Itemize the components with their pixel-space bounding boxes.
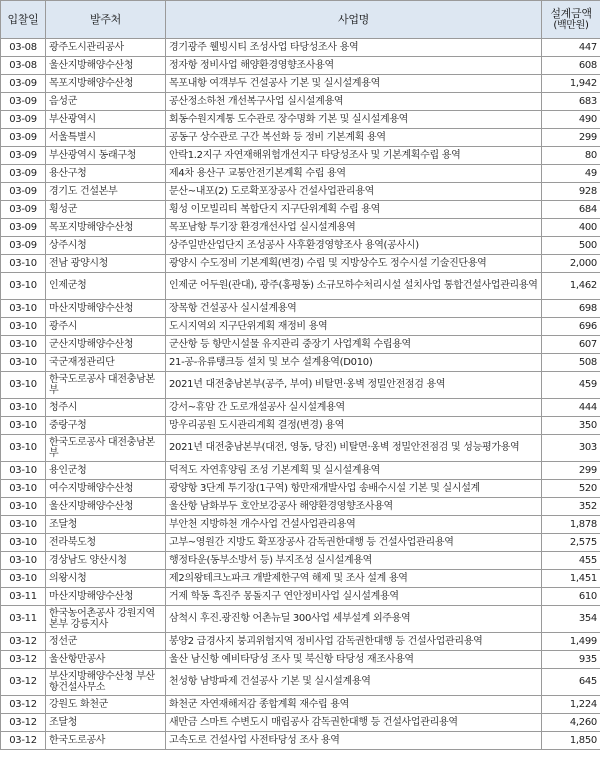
amount-cell: 1,451 [542,570,600,588]
amount-cell: 696 [542,318,600,336]
date-cell: 03-08 [1,39,46,57]
date-cell: 03-09 [1,147,46,165]
table-row [1,57,600,75]
table-row [1,273,600,300]
amount-cell: 607 [542,336,600,354]
table-row [1,300,600,318]
org-cell: 중랑구청 [46,417,166,435]
table-row [1,696,600,714]
project-cell: 상주일반산업단지 조성공사 사후환경영향조사 용역(공사시) [166,237,542,255]
table-row [1,633,600,651]
table-row [1,480,600,498]
table-row [1,75,600,93]
amount-cell: 698 [542,300,600,318]
date-cell: 03-10 [1,417,46,435]
org-cell: 청주시 [46,399,166,417]
date-cell: 03-11 [1,588,46,606]
table-row [1,498,600,516]
table-row [1,93,600,111]
org-cell: 울산지방해양수산청 [46,57,166,75]
date-cell: 03-09 [1,75,46,93]
table-row [1,237,600,255]
amount-cell: 1,462 [542,273,600,300]
amount-cell: 610 [542,588,600,606]
amount-cell: 455 [542,552,600,570]
org-cell: 상주시청 [46,237,166,255]
org-cell: 경기도 건설본부 [46,183,166,201]
date-cell: 03-10 [1,318,46,336]
org-cell: 광주도시관리공사 [46,39,166,57]
project-cell: 회동수원지계통 도수관로 장수명화 기본 및 실시설계용역 [166,111,542,129]
project-cell: 장목항 건설공사 실시설계용역 [166,300,542,318]
table-row [1,372,600,399]
project-cell: 화천군 자연재해저감 종합계획 재수립 용역 [166,696,542,714]
project-cell: 도시지역외 지구단위계획 재정비 용역 [166,318,542,336]
amount-cell: 2,000 [542,255,600,273]
amount-cell: 49 [542,165,600,183]
amount-cell: 935 [542,651,600,669]
org-cell: 전남 광양시청 [46,255,166,273]
amount-cell: 928 [542,183,600,201]
amount-cell: 299 [542,462,600,480]
table-row [1,399,600,417]
date-cell: 03-08 [1,57,46,75]
table-row [1,552,600,570]
org-cell: 부산광역시 [46,111,166,129]
date-cell: 03-10 [1,516,46,534]
date-cell: 03-10 [1,399,46,417]
date-cell: 03-10 [1,462,46,480]
org-cell: 국군재정관리단 [46,354,166,372]
org-cell: 부산지방해양수산청 부산항건설사무소 [46,669,166,696]
org-cell: 마산지방해양수산청 [46,300,166,318]
date-cell: 03-09 [1,129,46,147]
amount-cell: 1,850 [542,732,600,750]
table-row [1,165,600,183]
project-cell: 천성항 남방파제 건설공사 기본 및 실시설계용역 [166,669,542,696]
org-cell: 조달청 [46,714,166,732]
table-row [1,111,600,129]
table-row [1,318,600,336]
amount-cell: 645 [542,669,600,696]
table-row [1,651,600,669]
org-cell: 한국도로공사 대전충남본부 [46,435,166,462]
date-cell: 03-10 [1,372,46,399]
table-row [1,462,600,480]
amount-cell: 444 [542,399,600,417]
project-cell: 행정타운(동부소방서 등) 부지조성 실시설계용역 [166,552,542,570]
amount-cell: 1,224 [542,696,600,714]
table-row [1,732,600,750]
date-cell: 03-10 [1,534,46,552]
project-cell: 제4차 용산구 교통안전기본계획 수립 용역 [166,165,542,183]
project-cell: 군산항 등 항만시설물 유지관리 중장기 사업계획 수립용역 [166,336,542,354]
project-cell: 삼척시 후진.광진항 어촌뉴딜 300사업 세부설계 외주용역 [166,606,542,633]
org-cell: 목포지방해양수산청 [46,219,166,237]
project-cell: 횡성 이모빌리티 복합단지 지구단위계획 수립 용역 [166,201,542,219]
project-cell: 새만금 스마트 수변도시 매립공사 감독권한대행 등 건설사업관리용역 [166,714,542,732]
org-cell: 부산광역시 동래구청 [46,147,166,165]
amount-cell: 303 [542,435,600,462]
date-cell: 03-10 [1,273,46,300]
project-cell: 안락1.2지구 자연재해위험개선지구 타당성조사 및 기본계획수립 용역 [166,147,542,165]
amount-cell: 1,499 [542,633,600,651]
org-cell: 음성군 [46,93,166,111]
project-cell: 고속도로 건설사업 사전타당성 조사 용역 [166,732,542,750]
date-cell: 03-10 [1,552,46,570]
date-cell: 03-09 [1,219,46,237]
header-date: 입찰일 [1,1,46,39]
date-cell: 03-12 [1,714,46,732]
date-cell: 03-09 [1,111,46,129]
org-cell: 군산지방해양수산청 [46,336,166,354]
amount-cell: 80 [542,147,600,165]
table-row [1,201,600,219]
amount-cell: 608 [542,57,600,75]
org-cell: 울산항만공사 [46,651,166,669]
date-cell: 03-09 [1,201,46,219]
project-cell: 공동구 상수관로 구간 복선화 등 정비 기본계획 용역 [166,129,542,147]
header-org: 발주처 [46,1,166,39]
amount-cell: 500 [542,237,600,255]
date-cell: 03-10 [1,354,46,372]
project-cell: 2021년 대전충남본부(대전, 영동, 당진) 비탈면·옹벽 정밀안전점검 및 성능평가용역 [166,435,542,462]
table-row [1,714,600,732]
table-row [1,255,600,273]
project-cell: 덕적도 자연휴양림 조성 기본계획 및 실시설계용역 [166,462,542,480]
project-cell: 봉양2 급경사지 붕괴위험지역 정비사업 감독권한대행 등 건설사업관리용역 [166,633,542,651]
date-cell: 03-09 [1,237,46,255]
amount-cell: 684 [542,201,600,219]
amount-cell: 447 [542,39,600,57]
table-row [1,516,600,534]
org-cell: 정선군 [46,633,166,651]
org-cell: 한국도로공사 대전충남본부 [46,372,166,399]
amount-cell: 490 [542,111,600,129]
table-body [1,39,600,750]
header-amount [542,1,600,39]
date-cell: 03-10 [1,498,46,516]
date-cell: 03-10 [1,435,46,462]
header-amount-line2: (백만원) [553,19,589,31]
org-cell: 광주시 [46,318,166,336]
project-cell: 거제 학동 흑진주 몽돌지구 연안정비사업 실시설계용역 [166,588,542,606]
org-cell: 의왕시청 [46,570,166,588]
org-cell: 조달청 [46,516,166,534]
table-row [1,570,600,588]
project-cell: 정자항 정비사업 해양환경영향조사용역 [166,57,542,75]
project-cell: 제2의왕테크노파크 개발제한구역 해제 및 조사 설계 용역 [166,570,542,588]
table-row [1,39,600,57]
org-cell: 울산지방해양수산청 [46,498,166,516]
table-row [1,147,600,165]
header-row [1,1,600,39]
org-cell: 전라북도청 [46,534,166,552]
amount-cell: 400 [542,219,600,237]
project-cell: 인제군 어두원(관대), 광주(홍평동) 소규모하수처리시설 설치사업 통합건설사업관리용역 [166,273,542,300]
table-row [1,669,600,696]
project-cell: 문산~내포(2) 도로확포장공사 건설사업관리용역 [166,183,542,201]
table-row [1,336,600,354]
org-cell: 용인군청 [46,462,166,480]
amount-cell: 508 [542,354,600,372]
table-row [1,183,600,201]
amount-cell: 459 [542,372,600,399]
project-cell: 광양시 수도정비 기본계획(변경) 수립 및 지방상수도 정수시설 기술진단용역 [166,255,542,273]
project-cell: 목포내항 여객부두 건설공사 기본 및 실시설계용역 [166,75,542,93]
project-cell: 광양항 3단계 투기장(1구역) 항만재개발사업 송배수시설 기본 및 실시설계 [166,480,542,498]
amount-cell: 1,942 [542,75,600,93]
org-cell: 경상남도 양산시청 [46,552,166,570]
date-cell: 03-09 [1,165,46,183]
project-cell: 부안천 지방하천 개수사업 건설사업관리용역 [166,516,542,534]
date-cell: 03-10 [1,336,46,354]
org-cell: 용산구청 [46,165,166,183]
table-row [1,219,600,237]
date-cell: 03-11 [1,606,46,633]
org-cell: 강원도 화천군 [46,696,166,714]
org-cell: 인제군청 [46,273,166,300]
date-cell: 03-12 [1,651,46,669]
date-cell: 03-12 [1,633,46,651]
date-cell: 03-12 [1,696,46,714]
project-cell: 공산정소하천 개선복구사업 실시설계용역 [166,93,542,111]
table-row [1,435,600,462]
org-cell: 목포지방해양수산청 [46,75,166,93]
amount-cell: 4,260 [542,714,600,732]
amount-cell: 354 [542,606,600,633]
amount-cell: 520 [542,480,600,498]
project-cell: 망우리공원 도시관리계획 결정(변경) 용역 [166,417,542,435]
org-cell: 한국도로공사 [46,732,166,750]
date-cell: 03-10 [1,480,46,498]
org-cell: 여수지방해양수산청 [46,480,166,498]
table-header [1,1,600,39]
amount-cell: 352 [542,498,600,516]
project-cell: 2021년 대전충남본부(공주, 부여) 비탈면·옹벽 정밀안전점검 용역 [166,372,542,399]
org-cell: 마산지방해양수산청 [46,588,166,606]
header-amount-line1: 설계금액 [550,6,592,20]
table-row [1,534,600,552]
date-cell: 03-10 [1,300,46,318]
amount-cell: 350 [542,417,600,435]
org-cell: 서울특별시 [46,129,166,147]
date-cell: 03-09 [1,93,46,111]
amount-cell: 1,878 [542,516,600,534]
table-row [1,606,600,633]
date-cell: 03-12 [1,732,46,750]
org-cell: 한국농어촌공사 강원지역본부 강릉지사 [46,606,166,633]
amount-cell: 683 [542,93,600,111]
amount-cell: 299 [542,129,600,147]
org-cell: 횡성군 [46,201,166,219]
project-cell: 울산항 남화부두 호안보강공사 해양환경영향조사용역 [166,498,542,516]
amount-cell: 2,575 [542,534,600,552]
date-cell: 03-10 [1,570,46,588]
table-row [1,354,600,372]
project-cell: 고부~영원간 지방도 확포장공사 감독권한대행 등 건설사업관리용역 [166,534,542,552]
project-cell: 강서~휴암 간 도로개설공사 실시설계용역 [166,399,542,417]
date-cell: 03-09 [1,183,46,201]
date-cell: 03-10 [1,255,46,273]
header-project: 사업명 [166,1,542,39]
project-cell: 목포남항 투기장 환경개선사업 실시설계용역 [166,219,542,237]
table-row [1,588,600,606]
date-cell: 03-12 [1,669,46,696]
project-cell: 울산 남신항 예비타당성 조사 및 북신항 타당성 재조사용역 [166,651,542,669]
project-cell: 21-공-유류탱크등 설치 및 보수 설계용역(D010) [166,354,542,372]
table-row [1,417,600,435]
table-row [1,129,600,147]
project-cell: 경기광주 웰빙시티 조성사업 타당성조사 용역 [166,39,542,57]
